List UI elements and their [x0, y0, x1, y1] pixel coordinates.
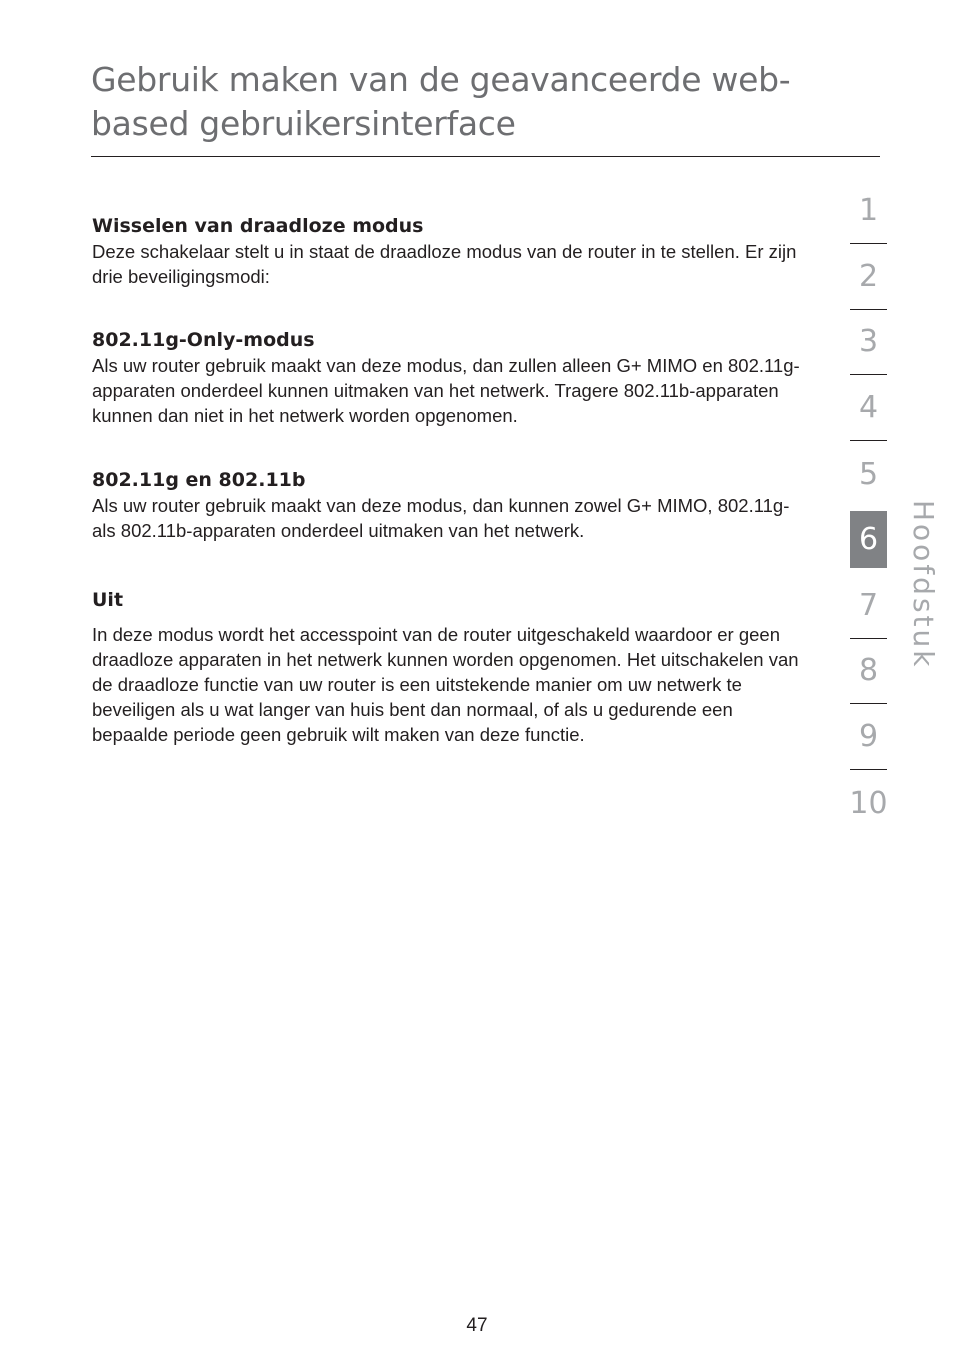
section-body: Deze schakelaar stelt u in staat de draadloze modus van de router in te stellen. Er zijn drie beveiligingsmodi:: [92, 241, 797, 287]
section-heading: 802.11g en 802.11b: [92, 469, 306, 491]
chapter-tab-4[interactable]: 4: [850, 375, 887, 441]
chapter-tab-5[interactable]: 5: [858, 456, 879, 492]
section-heading: 802.11g-Only-modus: [92, 329, 315, 351]
chapter-tab-3[interactable]: 3: [850, 310, 887, 376]
chapter-nav: [850, 178, 887, 836]
page-header: [91, 58, 880, 157]
chapter-label: Hoofdstuk: [907, 500, 940, 670]
chapter-tab-6-active[interactable]: 6: [850, 511, 887, 568]
page-title: Gebruik maken van de geavanceerde web-based gebruikersinterface: [91, 60, 791, 143]
section-body: Als uw router gebruik maakt van deze modus, dan kunnen zowel G+ MIMO, 802.11g- als 802.11b-apparaten onderdeel uitmaken van het netwerk.: [92, 495, 790, 541]
section-body: In deze modus wordt het accesspoint van de router uitgeschakeld waardoor er geen draadloze apparaten in het netwerk kunnen worden opgenomen. Het uitschakelen van de draadloze functie van uw router is een uitstekende manier om uw netwerk te beveiligen als u wat langer van huis bent dan normaal, of als u gedurende een bepaalde periode geen gebruik wilt maken van deze functie.: [92, 624, 799, 745]
section-heading: Uit: [92, 589, 124, 611]
section-g-only: [92, 327, 812, 428]
section-heading: Wisselen van draadloze modus: [92, 215, 424, 237]
chapter-tab-8[interactable]: 8: [850, 639, 887, 705]
page-number: 47: [466, 1315, 488, 1336]
section-g-and-b: [92, 467, 812, 543]
chapter-tab-2[interactable]: 2: [850, 244, 887, 310]
chapter-tab-10[interactable]: 10: [849, 785, 888, 821]
chapter-tab-1[interactable]: 1: [850, 178, 887, 244]
section-wireless-mode: [92, 213, 812, 289]
chapter-tab-9[interactable]: 9: [850, 704, 887, 770]
chapter-tab-7[interactable]: 7: [850, 573, 887, 639]
section-body: Als uw router gebruik maakt van deze modus, dan zullen alleen G+ MIMO en 802.11g-apparaten onderdeel kunnen uitmaken van het netwerk. Tragere 802.11b-apparaten kunnen dan niet in het netwerk worden opgenomen.: [92, 355, 800, 426]
section-off: [92, 587, 812, 747]
